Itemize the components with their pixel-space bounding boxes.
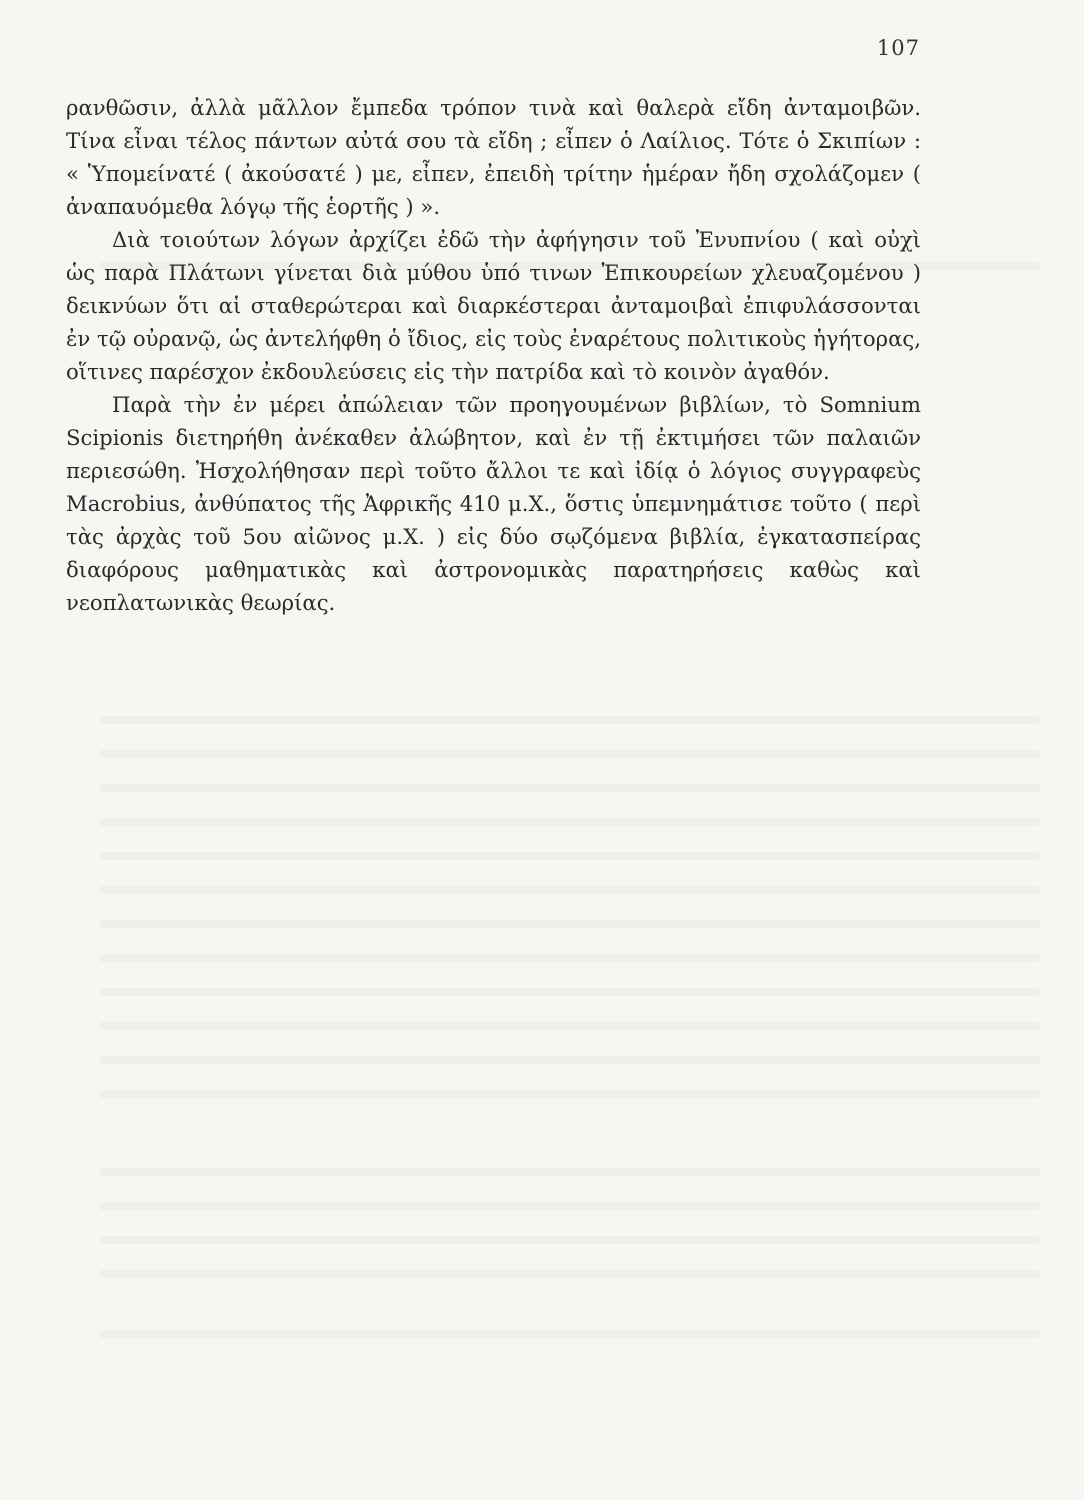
paragraph-3: Παρὰ τὴν ἐν μέρει ἀπώλειαν τῶν προηγουμένων βιβλίων, τὸ Somnium Scipionis διετηρήθη ἀνέκαθεν ἀλώβητον, καὶ ἐν τῇ ἐκτιμήσει τῶν παλαιῶν περιεσώθη. Ἠσχολήθησαν περὶ τοῦτο ἄλλοι τε καὶ ἰδίᾳ ὁ λόγιος συγγραφεὺς Macrobius, ἀνθύπατος τῆς Ἀφρικῆς 410 μ.Χ., ὅστις ὑπεμνημάτισε τοῦτο ( περὶ τὰς ἀρχὰς τοῦ 5ου αἰῶνος μ.Χ. ) εἰς δύο σῳζόμενα βιβλία, ἐγκατασπείρας διαφόρους μαθηματικὰς καὶ ἀστρονομικὰς παρατηρήσεις καθὼς καὶ νεοπλατωνικὰς θεωρίας.: [66, 392, 921, 615]
bleed-through-mark: [100, 954, 1040, 962]
bleed-through-mark: [100, 1202, 1040, 1210]
bleed-through-mark: [100, 852, 1040, 860]
bleed-through-mark: [100, 886, 1040, 894]
bleed-through-mark: [100, 1236, 1040, 1244]
bleed-through-mark: [100, 716, 1040, 724]
bleed-through-mark: [100, 1090, 1040, 1098]
bleed-through-mark: [100, 1168, 1040, 1176]
bleed-through-mark: [100, 1056, 1040, 1064]
bleed-through-mark: [100, 750, 1040, 758]
bleed-through-mark: [100, 1330, 1040, 1338]
bleed-through-mark: [100, 1270, 1040, 1278]
paragraph-1: ρανθῶσιν, ἀλλὰ μᾶλλον ἔμπεδα τρόπον τινὰ καὶ θαλερὰ εἴδη ἀνταμοιβῶν. Τίνα εἶναι τέλος πάντων αὐτά σου τὰ εἴδη ; εἶπεν ὁ Λαίλιος. Τότε ὁ Σκιπίων : « Ὑπομείνατέ ( ἀκούσατέ ) με, εἶπεν, ἐπειδὴ τρίτην ἡμέραν ἤδη σχολάζομεν ( ἀναπαυόμεθα λόγῳ τῆς ἑορτῆς ) ».: [66, 95, 921, 219]
bleed-through-mark: [100, 784, 1040, 792]
bleed-through-mark: [100, 1022, 1040, 1030]
bleed-through-mark: [100, 988, 1040, 996]
bleed-through-mark: [100, 920, 1040, 928]
body-text: [66, 91, 921, 619]
bleed-through-mark: [100, 818, 1040, 826]
page-number: 107: [876, 36, 920, 60]
paragraph-2: Διὰ τοιούτων λόγων ἀρχίζει ἐδῶ τὴν ἀφήγησιν τοῦ Ἐνυπνίου ( καὶ οὐχὶ ὡς παρὰ Πλάτωνι γίνεται διὰ μύθου ὑπό τινων Ἐπικουρείων χλευαζομένου ) δεικνύων ὅτι αἱ σταθερώτεραι καὶ διαρκέστεραι ἀνταμοιβαὶ ἐπιφυλάσσονται ἐν τῷ οὐρανῷ, ὡς ἀντελήφθη ὁ ἴδιος, εἰς τοὺς ἐναρέτους πολιτικοὺς ἡγήτορας, οἵτινες παρέσχον ἐκδουλεύσεις εἰς τὴν πατρίδα καὶ τὸ κοινὸν ἀγαθόν.: [66, 227, 921, 384]
